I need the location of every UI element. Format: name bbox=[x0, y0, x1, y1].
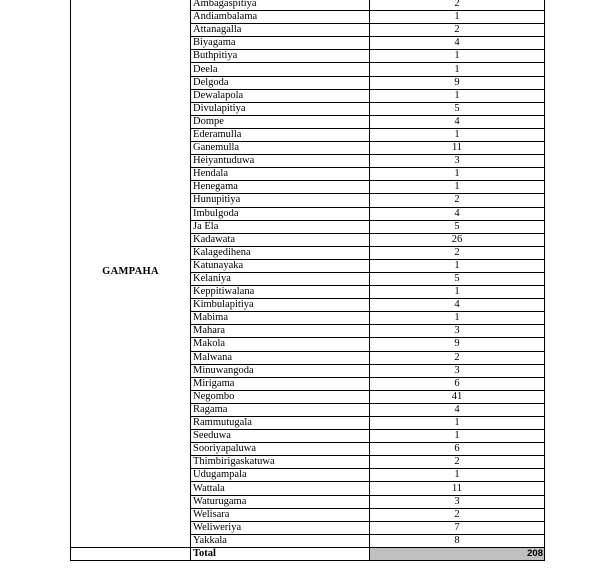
count-cell: 1 bbox=[370, 286, 545, 299]
total-value: 208 bbox=[370, 547, 545, 560]
location-cell: Henegama bbox=[191, 181, 370, 194]
count-cell: 41 bbox=[370, 390, 545, 403]
count-cell: 1 bbox=[370, 50, 545, 63]
location-cell: Kadawata bbox=[191, 233, 370, 246]
count-cell: 1 bbox=[370, 89, 545, 102]
count-cell: 11 bbox=[370, 482, 545, 495]
count-cell: 3 bbox=[370, 364, 545, 377]
location-cell: Minuwangoda bbox=[191, 364, 370, 377]
district-name-cell: GAMPAHA bbox=[71, 0, 191, 547]
count-cell: 6 bbox=[370, 443, 545, 456]
count-cell: 4 bbox=[370, 37, 545, 50]
count-cell: 3 bbox=[370, 495, 545, 508]
count-cell: 2 bbox=[370, 194, 545, 207]
total-row bbox=[71, 547, 545, 560]
count-cell: 2 bbox=[370, 24, 545, 37]
count-cell: 9 bbox=[370, 76, 545, 89]
count-cell: 1 bbox=[370, 259, 545, 272]
count-cell: 1 bbox=[370, 128, 545, 141]
count-cell: 2 bbox=[370, 456, 545, 469]
count-cell: 1 bbox=[370, 417, 545, 430]
count-cell: 11 bbox=[370, 142, 545, 155]
location-cell: Welisara bbox=[191, 508, 370, 521]
location-cell: Mirigama bbox=[191, 377, 370, 390]
district-locations-table bbox=[70, 0, 545, 561]
location-cell: Kalagedihena bbox=[191, 246, 370, 259]
count-cell: 4 bbox=[370, 115, 545, 128]
count-cell: 9 bbox=[370, 338, 545, 351]
location-cell: Seeduwa bbox=[191, 430, 370, 443]
location-cell: Sooriyapaluwa bbox=[191, 443, 370, 456]
count-cell: 6 bbox=[370, 377, 545, 390]
count-cell: 7 bbox=[370, 521, 545, 534]
count-cell: 26 bbox=[370, 233, 545, 246]
location-cell: Hunupitiya bbox=[191, 194, 370, 207]
table-body bbox=[71, 0, 545, 561]
location-cell: Delgoda bbox=[191, 76, 370, 89]
location-cell: Andiambalama bbox=[191, 11, 370, 24]
location-cell: Ambagaspitiya bbox=[191, 0, 370, 11]
location-cell: Ederamulla bbox=[191, 128, 370, 141]
count-cell: 4 bbox=[370, 403, 545, 416]
location-cell: Yakkala bbox=[191, 534, 370, 547]
location-cell: Heiyantuduwa bbox=[191, 155, 370, 168]
location-cell: Biyagama bbox=[191, 37, 370, 50]
table-row bbox=[71, 0, 545, 11]
location-cell: Hendala bbox=[191, 168, 370, 181]
count-cell: 5 bbox=[370, 220, 545, 233]
total-label: Total bbox=[191, 547, 370, 560]
count-cell: 1 bbox=[370, 312, 545, 325]
count-cell: 2 bbox=[370, 508, 545, 521]
location-cell: Dewalapola bbox=[191, 89, 370, 102]
location-cell: Thimbirigaskatuwa bbox=[191, 456, 370, 469]
location-cell: Udugampala bbox=[191, 469, 370, 482]
location-cell: Makola bbox=[191, 338, 370, 351]
location-cell: Wattala bbox=[191, 482, 370, 495]
count-cell: 1 bbox=[370, 469, 545, 482]
location-cell: Deela bbox=[191, 63, 370, 76]
district-cell-bottom bbox=[71, 547, 191, 560]
location-cell: Rammutugala bbox=[191, 417, 370, 430]
location-cell: Attanagalla bbox=[191, 24, 370, 37]
location-cell: Weliweriya bbox=[191, 521, 370, 534]
count-cell: 1 bbox=[370, 63, 545, 76]
location-cell: Mahara bbox=[191, 325, 370, 338]
location-cell: Buthpitiya bbox=[191, 50, 370, 63]
count-cell: 2 bbox=[370, 351, 545, 364]
location-cell: Katunayaka bbox=[191, 259, 370, 272]
location-cell: Waturugama bbox=[191, 495, 370, 508]
location-cell: Ragama bbox=[191, 403, 370, 416]
count-cell: 1 bbox=[370, 181, 545, 194]
count-cell: 5 bbox=[370, 272, 545, 285]
location-cell: Negombo bbox=[191, 390, 370, 403]
count-cell: 2 bbox=[370, 0, 545, 11]
count-cell: 1 bbox=[370, 11, 545, 24]
count-cell: 3 bbox=[370, 325, 545, 338]
location-cell: Ja Ela bbox=[191, 220, 370, 233]
count-cell: 4 bbox=[370, 207, 545, 220]
count-cell: 2 bbox=[370, 246, 545, 259]
location-cell: Keppitiwalana bbox=[191, 286, 370, 299]
count-cell: 8 bbox=[370, 534, 545, 547]
count-cell: 1 bbox=[370, 430, 545, 443]
count-cell: 1 bbox=[370, 168, 545, 181]
location-cell: Ganemulla bbox=[191, 142, 370, 155]
location-cell: Imbulgoda bbox=[191, 207, 370, 220]
location-cell: Kimbulapitiya bbox=[191, 299, 370, 312]
location-cell: Divulapitiya bbox=[191, 102, 370, 115]
count-cell: 3 bbox=[370, 155, 545, 168]
count-cell: 5 bbox=[370, 102, 545, 115]
location-cell: Kelaniya bbox=[191, 272, 370, 285]
location-cell: Dompe bbox=[191, 115, 370, 128]
location-cell: Mabima bbox=[191, 312, 370, 325]
count-cell: 4 bbox=[370, 299, 545, 312]
location-cell: Malwana bbox=[191, 351, 370, 364]
